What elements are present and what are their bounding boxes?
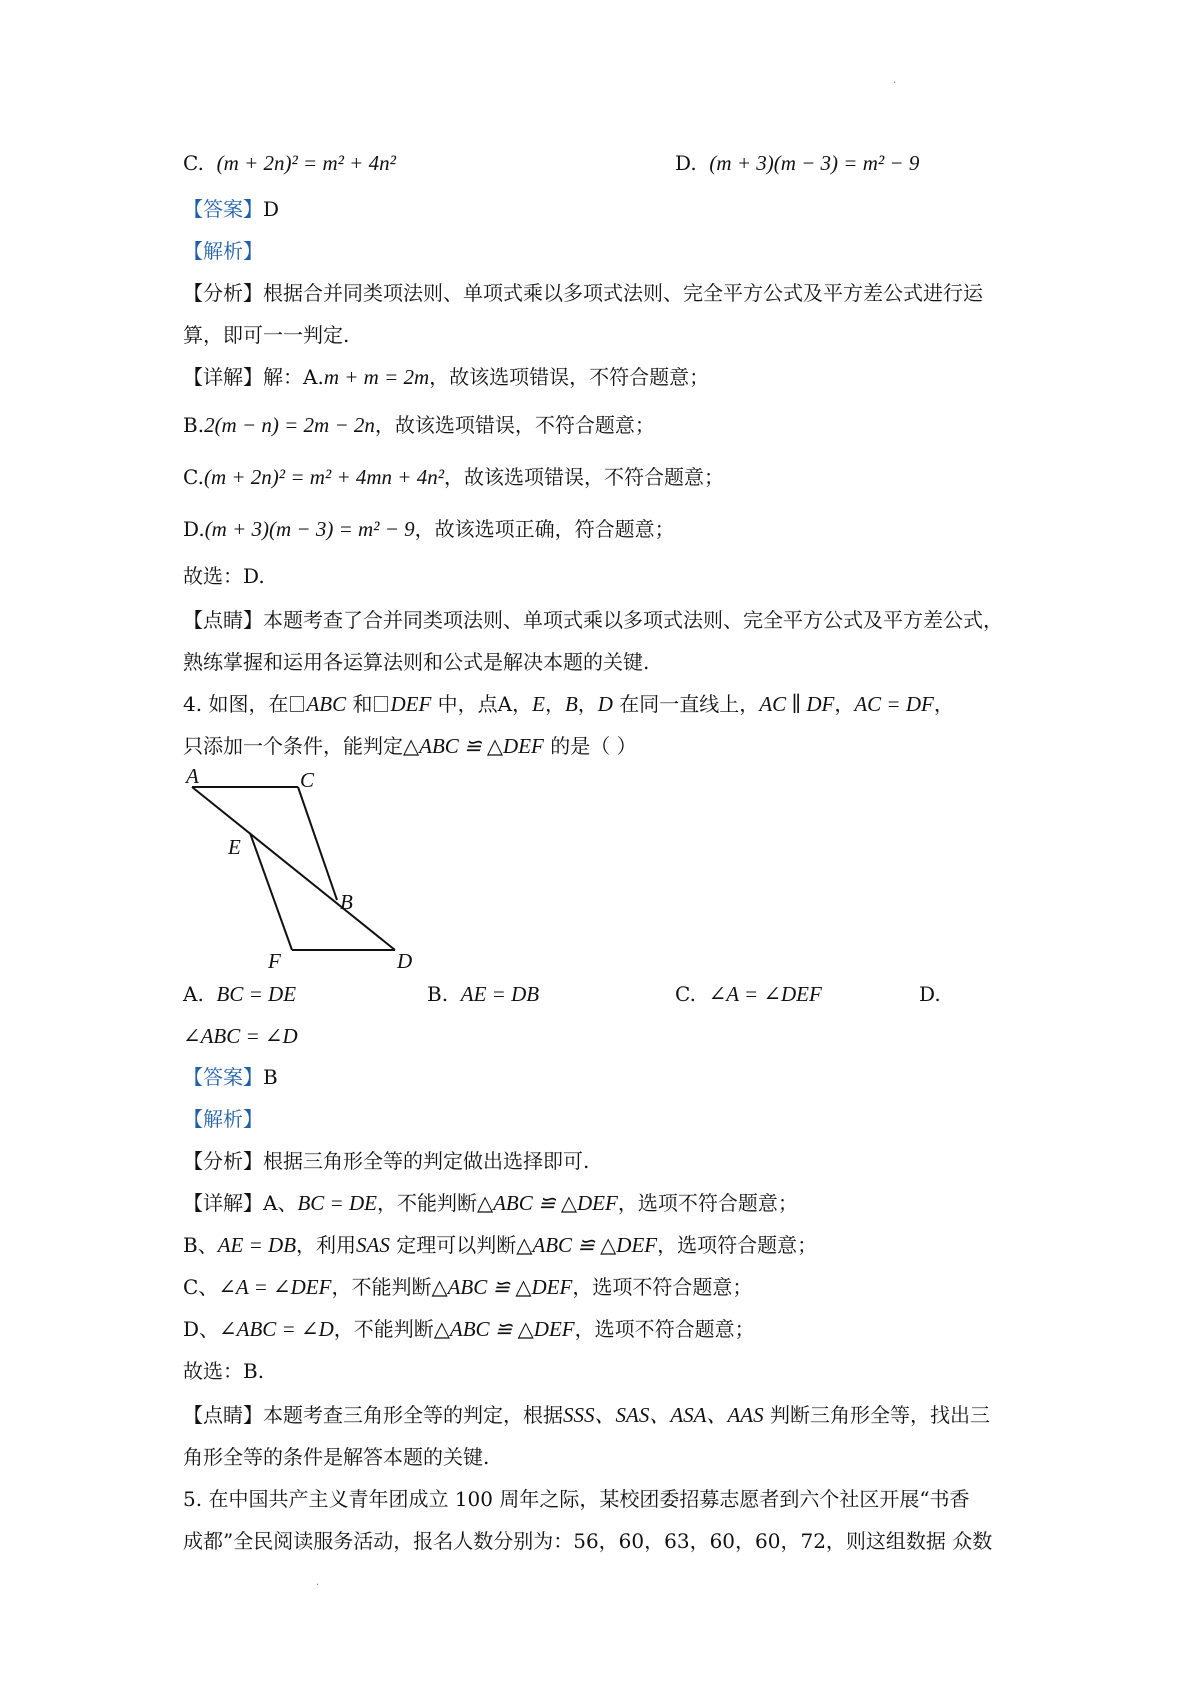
point-label-e: E — [228, 835, 241, 859]
q3-detail-b: B.2(m − n) = 2m − 2n，故该选项错误，不符合题意； — [183, 413, 655, 437]
q3-option-d: D. (m + 3)(m − 3) = m² − 9 — [675, 151, 920, 175]
q4-dianjing-line2: 角形全等的条件是解答本题的关键. — [183, 1445, 490, 1469]
segment-cb — [298, 787, 337, 900]
q4-detail-c: C、∠A = ∠DEF，不能判断△ABC ≌ △DEF，选项不符合题意； — [183, 1275, 753, 1299]
q4-option-d-label: D. — [919, 982, 941, 1006]
q3-dianjing-line1: 【点睛】本题考查了合并同类项法则、单项式乘以多项式法则、完全平方公式及平方差公式， — [183, 608, 1003, 632]
q4-option-d-expr: ∠ABC = ∠D — [183, 1024, 298, 1048]
q4-detail-b: B、AE = DB，利用SAS 定理可以判断△ABC ≌ △DEF，选项符合题意； — [183, 1233, 818, 1257]
q3-option-c: C. (m + 2n)² = m² + 4n² — [183, 151, 396, 175]
scan-speck-top: · — [893, 78, 897, 89]
q4-geometry-figure — [170, 765, 430, 970]
q4-option-b: B. AE = DB — [427, 982, 540, 1006]
q5-stem-line1: 5. 在中国共产主义青年团成立 100 周年之际，某校团委招募志愿者到六个社区开展“书香 — [183, 1487, 970, 1511]
q3-fenxi-line1: 【分析】根据合并同类项法则、单项式乘以多项式法则、完全平方公式及平方差公式进行运 — [183, 281, 983, 305]
q3-detail-c: C.(m + 2n)² = m² + 4mn + 4n²，故该选项错误，不符合题意； — [183, 465, 725, 489]
point-label-c: C — [300, 768, 315, 792]
q4-detail-d: D、∠ABC = ∠D，不能判断△ABC ≌ △DEF，选项不符合题意； — [183, 1317, 755, 1341]
q4-fenxi: 【分析】根据三角形全等的判定做出选择即可. — [183, 1149, 590, 1173]
q4-dianjing-line1: 【点睛】本题考查三角形全等的判定，根据SSS、SAS、ASA、AAS 判断三角形全等，找出三 — [183, 1403, 990, 1427]
q4-answer: 【答案】B — [183, 1065, 278, 1089]
q3-fenxi-line2: 算，即可一一判定. — [183, 323, 350, 347]
q3-dianjing-line2: 熟练掌握和运用各运算法则和公式是解决本题的关键. — [183, 650, 650, 674]
q3-detail-a: 【详解】解：A.m + m = 2m，故该选项错误，不符合题意； — [183, 365, 710, 389]
q3-answer: 【答案】D — [183, 197, 280, 221]
triangle-box-icon — [290, 696, 304, 712]
point-label-a: A — [186, 765, 199, 788]
point-label-f: F — [268, 949, 281, 970]
point-label-d: D — [397, 949, 413, 970]
q5-stem-line2: 成都”全民阅读服务活动，报名人数分别为：56，60，63，60，60，72，则这组数据 众数 — [183, 1529, 993, 1553]
q4-option-a: A. BC = DE — [183, 982, 297, 1006]
segment-ad — [192, 787, 395, 950]
q4-option-c: C. ∠A = ∠DEF — [675, 982, 822, 1006]
q3-detail-d: D.(m + 3)(m − 3) = m² − 9，故该选项正确，符合题意； — [183, 517, 675, 541]
q4-analysis-tag: 【解析】 — [183, 1107, 263, 1131]
q4-stem-line1: 4. 如图，在 ABC 和 DEF 中，点A，E，B，D 在同一直线上，AC ∥ DF，AC = DF， — [183, 692, 954, 716]
q4-stem-line2: 只添加一个条件，能判定△ABC ≌ △DEF 的是（ ） — [183, 734, 637, 758]
point-label-b: B — [340, 890, 353, 914]
q4-detail-a: 【详解】A、BC = DE，不能判断△ABC ≌ △DEF，选项不符合题意； — [183, 1191, 798, 1215]
q4-conclusion: 故选：B. — [183, 1359, 265, 1383]
triangle-box-icon — [374, 696, 388, 712]
q3-conclusion: 故选：D. — [183, 564, 265, 588]
q3-analysis-tag: 【解析】 — [183, 239, 263, 263]
scan-speck-bottom: · — [316, 1580, 320, 1591]
